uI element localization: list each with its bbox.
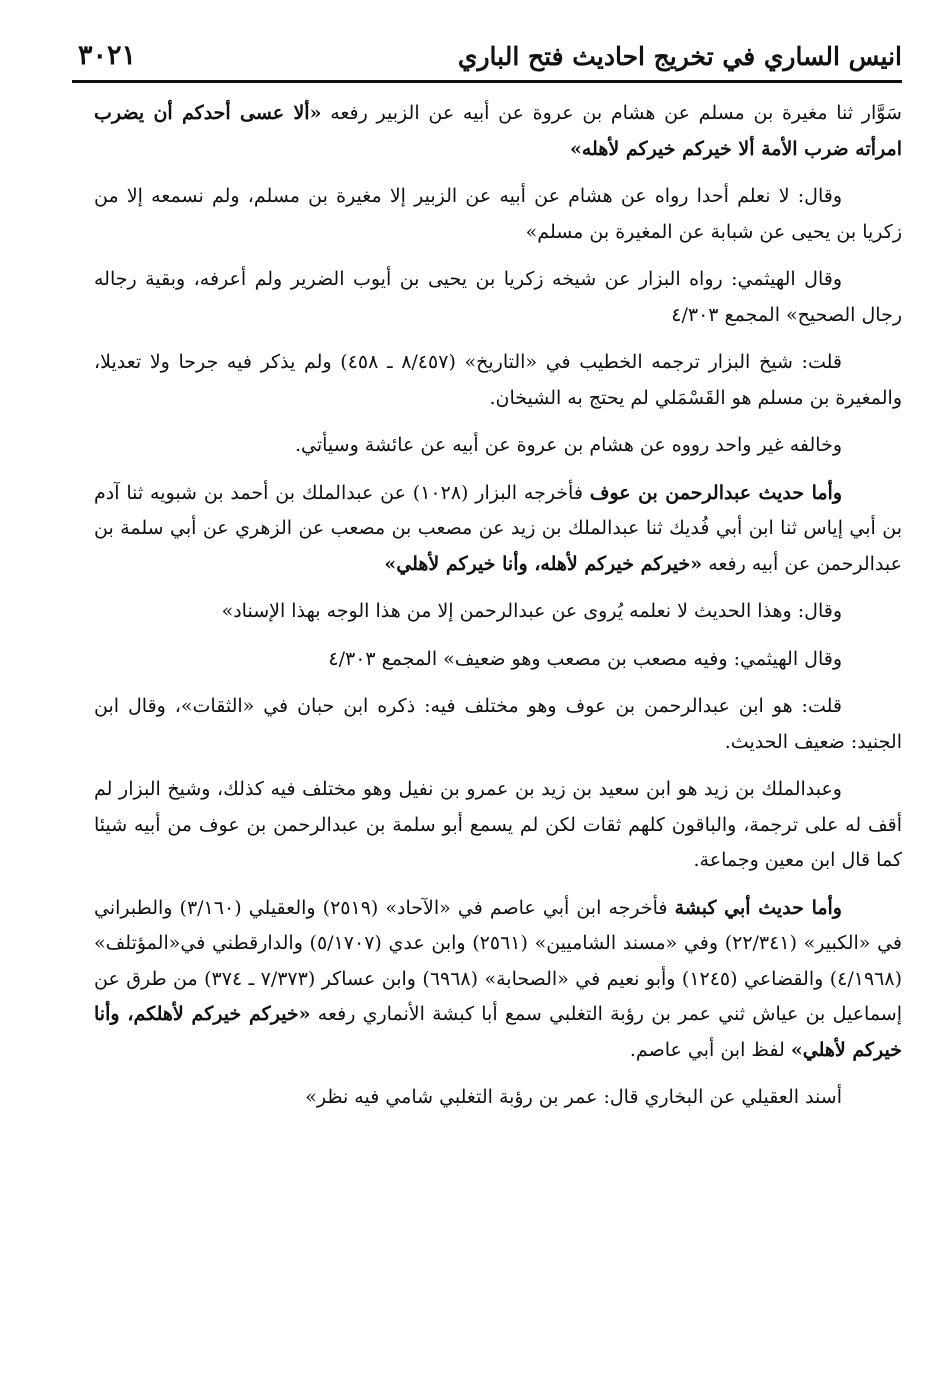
paragraph [94,772,902,879]
paragraph-text: وخالفه غير واحد رووه عن هشام بن عروة عن أبيه عن عائشة وسيأتي. [294,434,842,456]
paragraph-text: فأخرجه البزار (١٠٢٨) عن عبدالملك بن أحمد بن شبويه ثنا آدم بن أبي إياس ثنا ابن أبي فُديك ثنا عبدالملك بن زيد عن مصعب بن مصعب عن الزهري عن أبي سلمة بن عبدالرحمن عن أبيه رفعه [94,481,902,575]
paragraph [94,689,902,760]
running-header [72,34,902,78]
paragraph [94,179,902,250]
paragraph [94,428,902,464]
paragraph-text: وعبدالملك بن زيد هو ابن سعيد بن زيد بن عمرو بن نفيل وهو مختلف فيه كذلك، وشيخ البزار لم أقف له على ترجمة، والباقون كلهم ثقات لكن لم يسمع أبو سلمة بن عبدالرحمن بن عوف من أبيه شيئا كما قال ابن معين وجماعة. [94,778,902,871]
bold-text: «ألا عسى أحدكم أن يضرب امرأته ضرب الأمة ألا خيركم خيركم لأهله» [94,102,902,160]
paragraph [94,642,902,678]
page-number: ٣٠٢١ [78,40,137,71]
paragraph [94,96,902,167]
paragraph-text: وقال: لا نعلم أحدا رواه عن هشام عن أبيه عن الزبير إلا مغيرة بن مسلم، ولم نسمعه إلا من زكريا بن يحيى عن شبابة عن المغيرة بن مسلم» [94,185,902,243]
paragraph [94,891,902,1069]
paragraph-text: أسند العقيلي عن البخاري قال: عمر بن رؤبة التغلبي شامي فيه نظر» [305,1086,842,1108]
paragraph-text: لفظ ابن أبي عاصم. [629,1038,791,1061]
paragraph-text: سَوَّار ثنا مغيرة بن مسلم عن هشام بن عروة عن أبيه عن الزبير رفعه [321,102,902,124]
bold-text: «خيركم خيركم لأهلكم، وأنا خيركم لأهلي» [94,1003,902,1061]
paragraph-text: وقال الهيثمي: وفيه مصعب بن مصعب وهو ضعيف» المجمع ٤/٣٠٣ [328,647,842,670]
paragraph-text: وقال: وهذا الحديث لا نعلمه يُروى عن عبدالرحمن إلا من هذا الوجه بهذا الإسناد» [221,600,842,622]
paragraph [94,345,902,416]
paragraph-text: قلت: هو ابن عبدالرحمن بن عوف وهو مختلف فيه: ذكره ابن حبان في «الثقات»، وقال ابن الجنيد: ضعيف الحديث. [94,695,902,753]
bold-text: وأما حديث أبي كبشة [674,896,842,919]
bold-text: وأما حديث عبدالرحمن بن عوف [589,481,842,504]
paragraph [94,1080,902,1116]
paragraph [94,476,902,583]
paragraph [94,594,902,630]
header-divider [72,80,902,83]
paragraph-text: قلت: شيخ البزار ترجمه الخطيب في «التاريخ» (٨/٤٥٧ ـ ٤٥٨) ولم يذكر فيه جرحا ولا تعديلا، والمغيرة بن مسلم هو القَسْمَلي لم يحتج به الشيخان. [94,351,902,409]
body-text [94,96,902,1128]
paragraph-text: وقال الهيثمي: رواه البزار عن شيخه زكريا بن يحيى بن أيوب الضرير ولم أعرفه، وبقية رجاله رجال الصحيح» المجمع ٤/٣٠٣ [94,268,902,326]
paragraph [94,262,902,333]
book-title: انيس الساري في تخريج احاديث فتح الباري [457,42,902,71]
paragraph-text: فأخرجه ابن أبي عاصم في «الآحاد» (٢٥١٩) والعقيلي (٣/١٦٠) والطبراني في «الكبير» (٢٢/٣٤١) وفي «مسند الشاميين» (٢٥٦١) وابن عدي (٥/١٧٠٧) والدارقطني في«المؤتلف» (٤/١٩٦٨) والقضاعي (١٢٤٥) وأبو نعيم في «الصحابة» (٦٩٦٨) وابن عساكر (٧/٣٧٣ ـ ٣٧٤) من طرق عن إسماعيل بن عياش ثني عمر بن رؤبة التغلبي سمع أبا كبشة الأنماري رفعه [94,896,903,1025]
bold-text: «خيركم خيركم لأهله، وأنا خيركم لأهلي» [384,552,703,575]
